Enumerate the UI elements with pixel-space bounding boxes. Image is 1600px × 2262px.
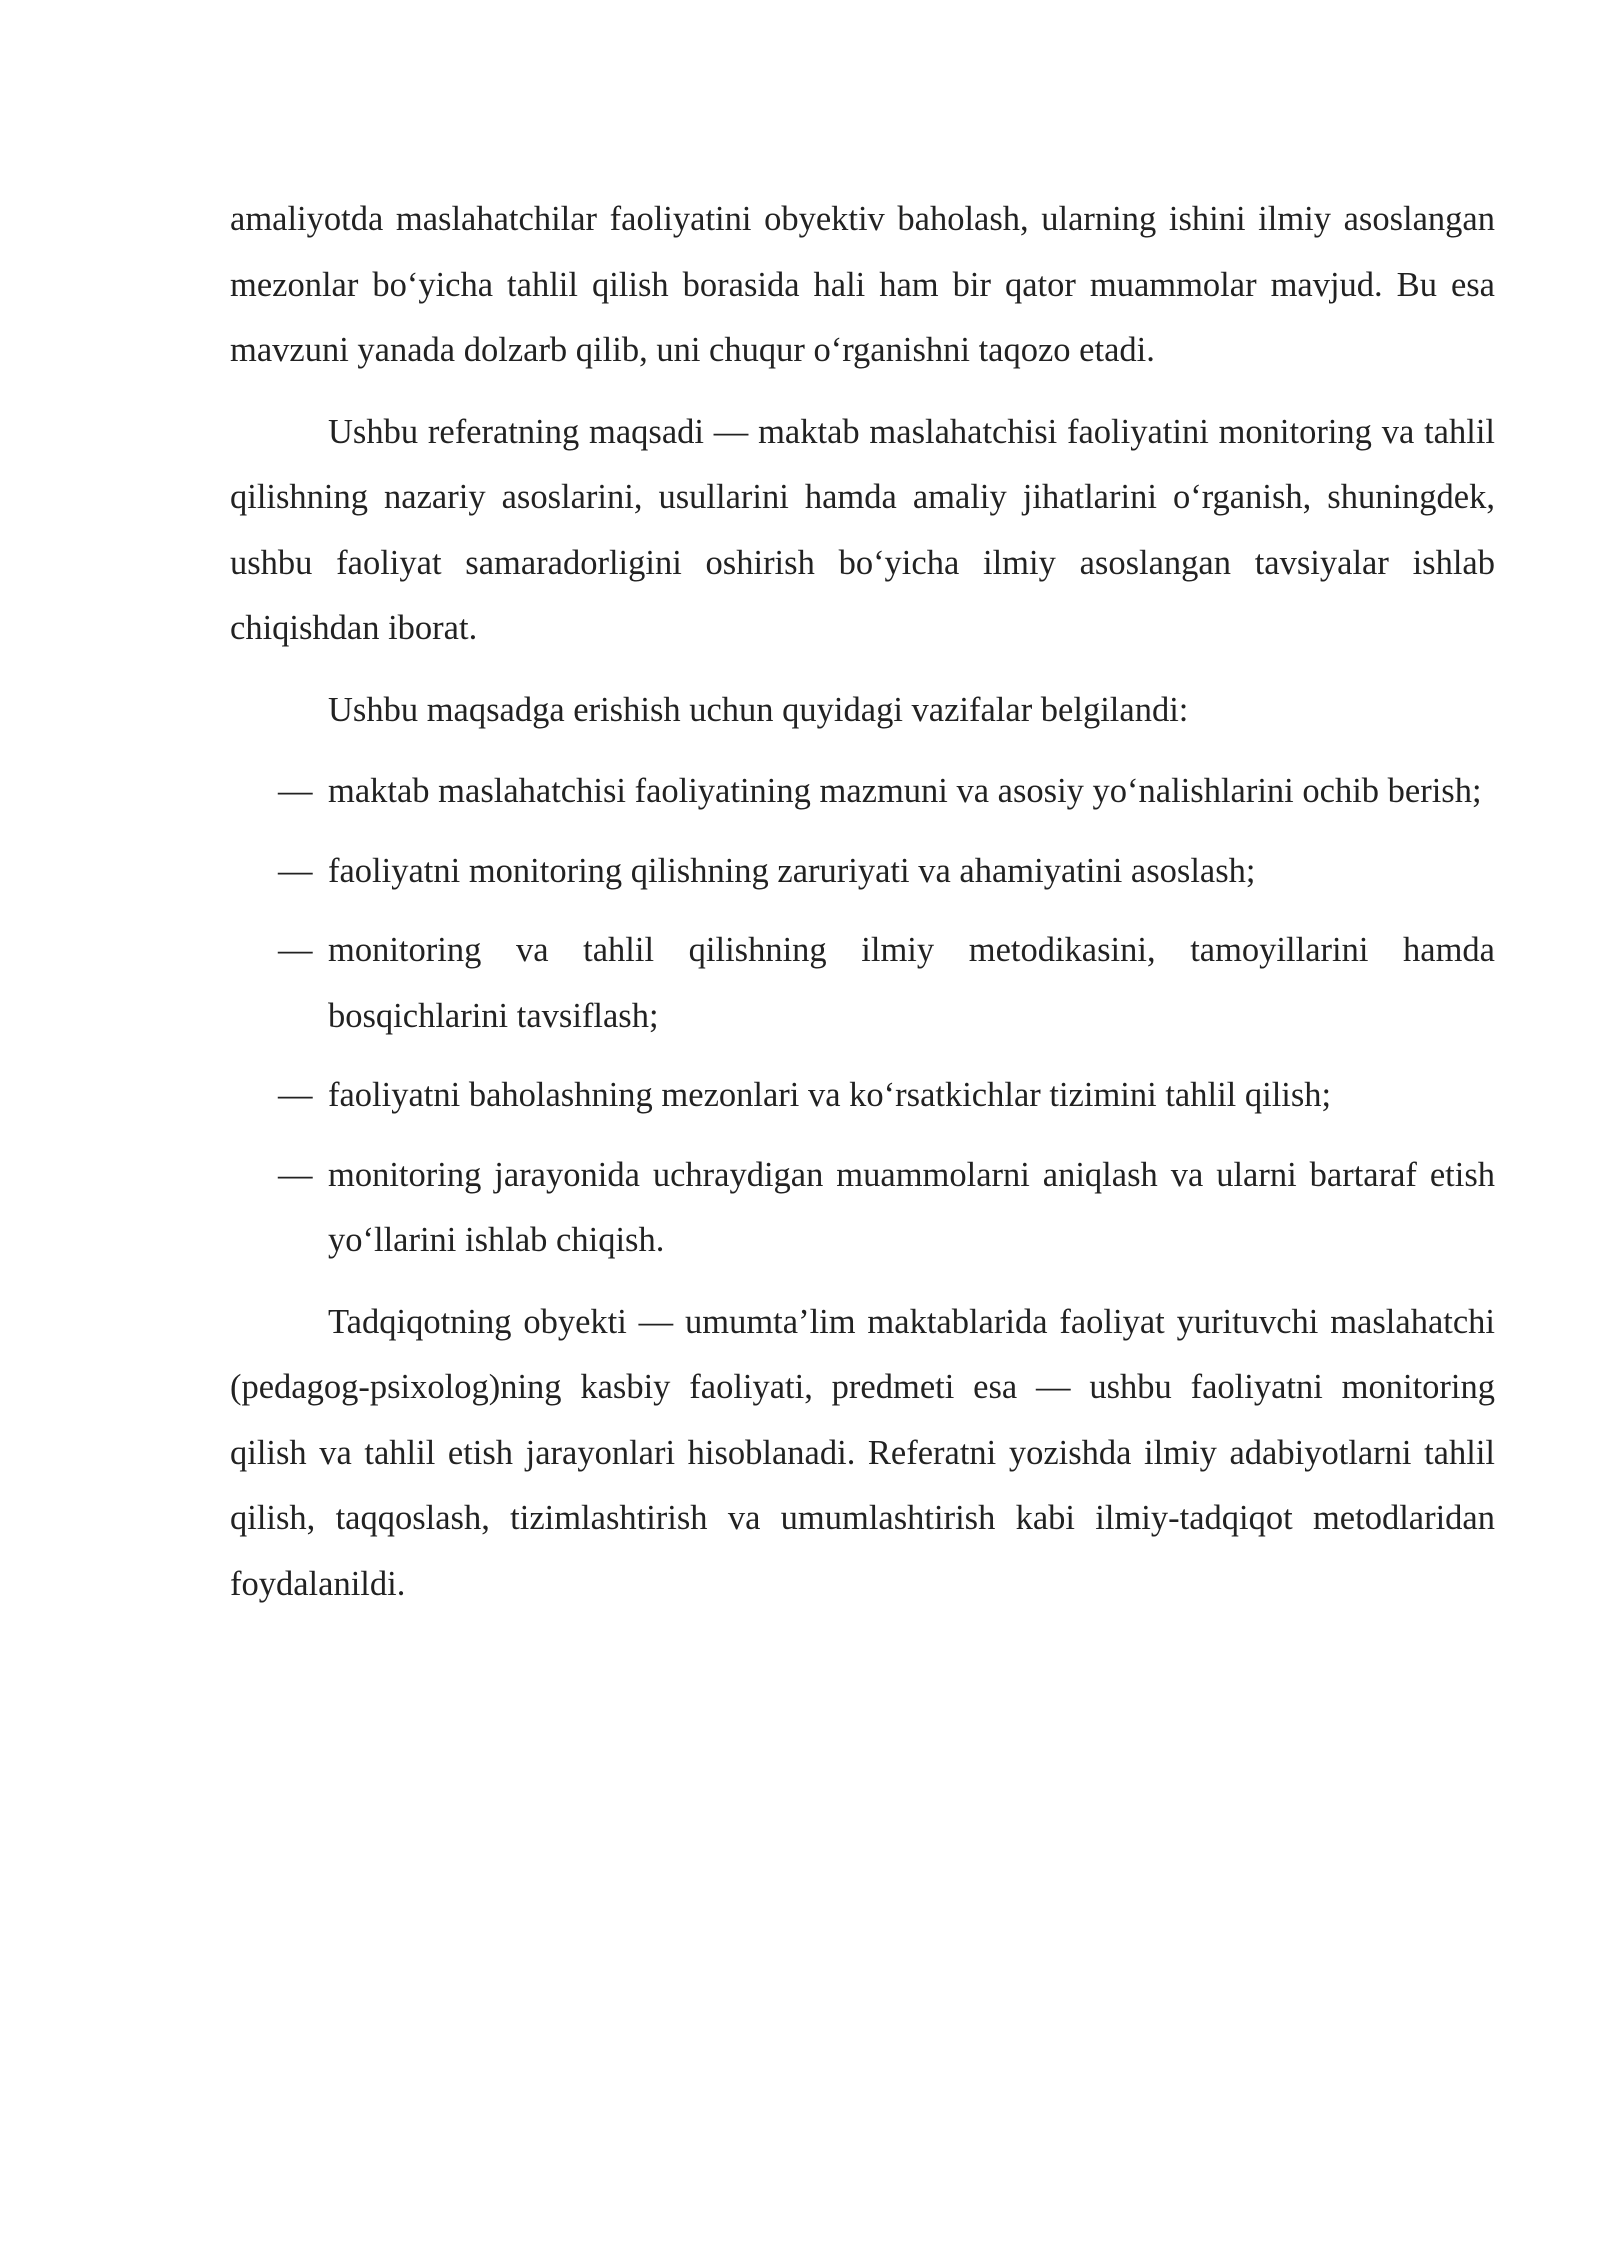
document-body [230,187,1495,1633]
list-item-text: maktab maslahatchisi faoliyatining mazmuni va asosiy yo‘nalishlarini ochib berish; [328,772,1482,810]
paragraph-tasks-intro: Ushbu maqsadga erishish uchun quyidagi vazifalar belgilandi: [328,690,1189,729]
paragraph-object-subject: Tadqiqotning obyekti — umumta’lim maktablarida faoliyat yurituvchi maslahatchi (pedagog-psixolog)ning kasbiy faoliyati, predmeti esa — ushbu faoliyatni monitoring qilish va tahlil etish jarayonlari hisoblanadi. Referatni yozishda ilmiy adabiyotlarni tahlil qilish, taqqoslash, tizimlashtirish va umumlashtirish kabi ilmiy-tadqiqot metodlaridan foydalanildi. [230,1302,1495,1603]
dash-marker: — [278,931,313,969]
paragraph-continuation: amaliyotda maslahatchilar faoliyatini obyektiv baholash, ularning ishini ilmiy asoslangan mezonlar bo‘yicha tahlil qilish borasida hali ham bir qator muammolar mavjud. Bu esa mavzuni yanada dolzarb qilib, uni chuqur o‘rganishni taqozo etadi. [230,200,1495,369]
list-item-text: faoliyatni baholashning mezonlari va ko‘rsatkichlar tizimini tahlil qilish; [328,1076,1332,1114]
list-item [230,918,1495,1049]
paragraph-purpose: Ushbu referatning maqsadi — maktab maslahatchisi faoliyatini monitoring va tahlil qilishning nazariy asoslarini, usullarini hamda amaliy jihatlarini o‘rganish, shuningdek, ushbu faoliyat samaradorligini oshirish bo‘yicha ilmiy asoslangan tavsiyalar ishlab chiqishdan iborat. [230,412,1495,647]
list-item [230,1063,1495,1129]
list-item-text: faoliyatni monitoring qilishning zaruriyati va ahamiyatini asoslash; [328,851,1256,890]
list-item [230,759,1495,825]
dash-marker: — [278,851,313,890]
list-item-text: monitoring jarayonida uchraydigan muammolarni aniqlash va ularni bartaraf etish yo‘llarini ishlab chiqish. [328,1155,1495,1259]
dash-marker: — [278,772,313,810]
list-item [230,839,1495,905]
list-item-text: monitoring va tahlil qilishning ilmiy metodikasini, tamoyillarini hamda bosqichlarini tavsiflash; [328,931,1495,1035]
list-item [230,1143,1495,1274]
dash-marker: — [278,1155,313,1194]
tasks-list [230,759,1495,1274]
dash-marker: — [278,1076,313,1114]
